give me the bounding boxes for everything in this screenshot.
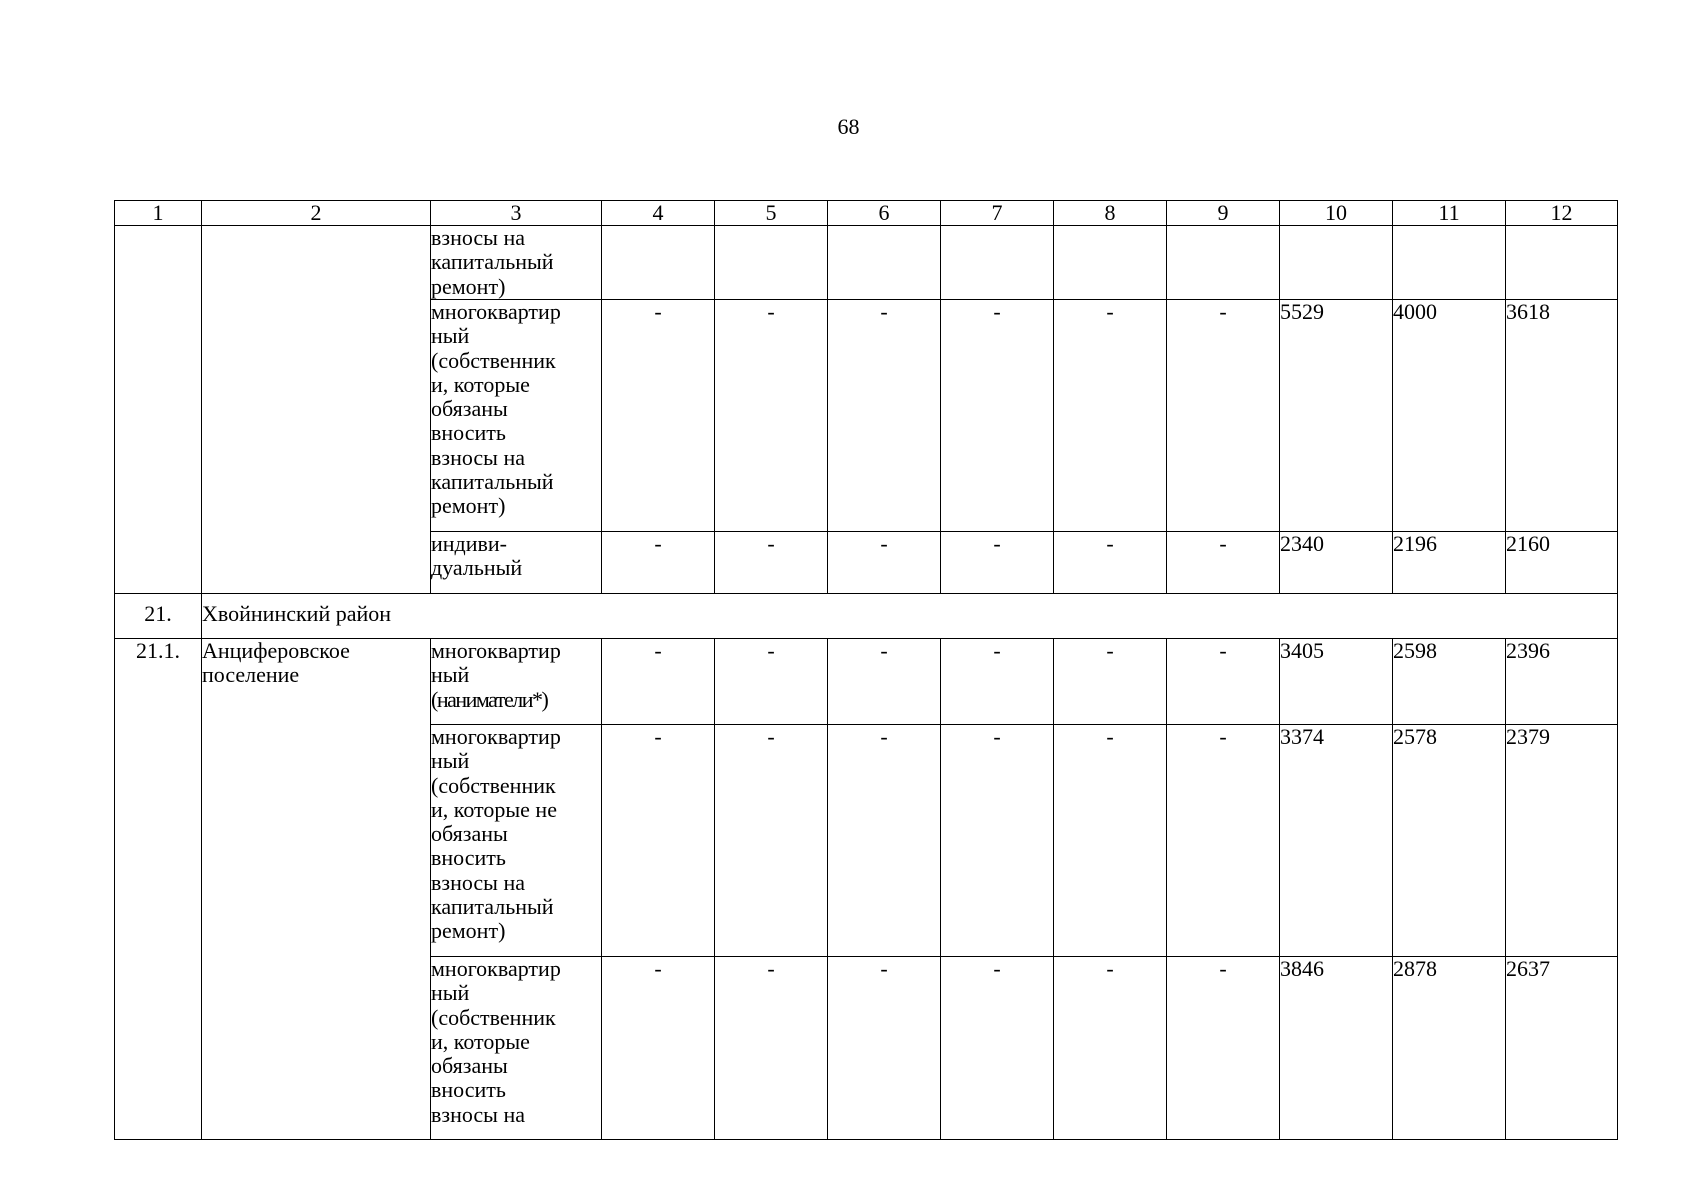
value-cell: - [1054, 300, 1167, 532]
tariff-table [114, 200, 1618, 1140]
housing-type-line: и, которые не [431, 796, 557, 822]
value-cell: 5529 [1280, 300, 1393, 532]
value-cell: 3374 [1280, 725, 1393, 957]
settlement-name-line: поселение [202, 662, 300, 688]
value-cell: 2196 [1393, 532, 1506, 594]
value-cell [1506, 226, 1618, 300]
housing-type-line: взносы на [431, 869, 525, 895]
value-cell: - [1167, 957, 1280, 1140]
value-cell [1280, 226, 1393, 300]
value-cell [1393, 226, 1506, 300]
value-cell: 2396 [1506, 639, 1618, 725]
value-cell: - [828, 639, 941, 725]
housing-type-line: и, которые [431, 1028, 530, 1054]
value-cell: - [715, 725, 828, 957]
value-cell: - [715, 300, 828, 532]
value-cell: - [1054, 639, 1167, 725]
value-cell: 3846 [1280, 957, 1393, 1140]
value-cell: - [941, 532, 1054, 594]
housing-type-cell [431, 725, 602, 957]
value-cell: - [602, 725, 715, 957]
housing-type-line: вносить [431, 420, 506, 446]
value-cell: - [828, 300, 941, 532]
header-cell: 9 [1167, 201, 1280, 226]
housing-type-line: (собственник [431, 772, 556, 798]
housing-type-cell [431, 957, 602, 1140]
housing-type-line: капитальный [431, 894, 554, 920]
housing-type-line: взносы на [431, 225, 525, 250]
value-cell: - [941, 300, 1054, 532]
column-number-header-row [115, 201, 1618, 226]
value-cell: 2598 [1393, 639, 1506, 725]
value-cell: 3618 [1506, 300, 1618, 532]
housing-type-line: капитальный [431, 249, 554, 275]
header-cell: 5 [715, 201, 828, 226]
housing-type-line: дуальный [431, 555, 523, 581]
value-cell: 2637 [1506, 957, 1618, 1140]
housing-type-line: капитальный [431, 469, 554, 495]
value-cell: - [941, 957, 1054, 1140]
value-cell: - [602, 957, 715, 1140]
value-cell: - [828, 725, 941, 957]
value-cell: - [941, 639, 1054, 725]
settlement-name-line: Анциферовское [202, 638, 350, 663]
district-name: Хвойнинский район [202, 594, 1618, 639]
page-number: 68 [837, 114, 860, 139]
value-cell: - [941, 725, 1054, 957]
housing-type-line: взносы на [431, 444, 525, 470]
value-cell: 2160 [1506, 532, 1618, 594]
housing-type-line: многоквартир [431, 299, 561, 324]
row-number-cell [115, 226, 202, 594]
housing-type-line: (собственник [431, 1004, 556, 1030]
value-cell: 2340 [1280, 532, 1393, 594]
header-cell: 10 [1280, 201, 1393, 226]
housing-type-line: взносы на [431, 1101, 525, 1127]
housing-type-cell [431, 639, 602, 725]
settlement-name-cell [202, 226, 431, 594]
housing-type-line: ный [431, 980, 470, 1006]
housing-type-line: обязаны [431, 396, 508, 422]
value-cell [1167, 226, 1280, 300]
value-cell: 2878 [1393, 957, 1506, 1140]
value-cell: 2578 [1393, 725, 1506, 957]
value-cell: 2379 [1506, 725, 1618, 957]
housing-type-line: ремонт) [431, 273, 506, 299]
header-cell: 3 [431, 201, 602, 226]
header-cell: 8 [1054, 201, 1167, 226]
header-cell: 2 [202, 201, 431, 226]
header-cell: 4 [602, 201, 715, 226]
housing-type-line: индиви- [431, 531, 508, 556]
value-cell: - [715, 532, 828, 594]
header-cell: 6 [828, 201, 941, 226]
header-cell: 12 [1506, 201, 1618, 226]
table-row [115, 639, 1618, 725]
value-cell: - [715, 957, 828, 1140]
housing-type-line: и, которые [431, 371, 530, 397]
housing-type-cell [431, 226, 602, 300]
value-cell: - [1167, 532, 1280, 594]
value-cell: - [828, 532, 941, 594]
value-cell [941, 226, 1054, 300]
housing-type-line: ремонт) [431, 918, 506, 944]
value-cell: 3405 [1280, 639, 1393, 725]
housing-type-line: вносить [431, 845, 506, 871]
housing-type-line: ный [431, 662, 470, 688]
header-cell: 11 [1393, 201, 1506, 226]
housing-type-line: вносить [431, 1077, 506, 1103]
value-cell: - [602, 639, 715, 725]
value-cell: 4000 [1393, 300, 1506, 532]
header-cell: 1 [115, 201, 202, 226]
value-cell: - [715, 639, 828, 725]
value-cell: - [1167, 300, 1280, 532]
housing-type-line: (собственник [431, 347, 556, 373]
value-cell: - [1167, 725, 1280, 957]
housing-type-cell [431, 300, 602, 532]
housing-type-line: многоквартир [431, 724, 561, 749]
housing-type-line: многоквартир [431, 956, 561, 981]
value-cell: - [602, 300, 715, 532]
housing-type-line: ремонт) [431, 493, 506, 519]
value-cell: - [828, 957, 941, 1140]
housing-type-line: многоквартир [431, 638, 561, 663]
housing-type-line: обязаны [431, 1053, 508, 1079]
value-cell: - [602, 532, 715, 594]
table-row [115, 226, 1618, 300]
district-row [115, 594, 1618, 639]
housing-type-cell [431, 532, 602, 594]
district-number: 21. [115, 594, 202, 639]
header-cell: 7 [941, 201, 1054, 226]
value-cell: - [1054, 957, 1167, 1140]
settlement-name-cell [202, 639, 431, 1140]
value-cell: - [1054, 532, 1167, 594]
value-cell [828, 226, 941, 300]
housing-type-line: ный [431, 748, 470, 774]
housing-type-line: обязаны [431, 821, 508, 847]
housing-type-line: (наниматели*) [431, 686, 548, 712]
value-cell: - [1054, 725, 1167, 957]
housing-type-line: ный [431, 323, 470, 349]
settlement-number: 21.1. [115, 639, 202, 1140]
value-cell [602, 226, 715, 300]
value-cell [715, 226, 828, 300]
value-cell: - [1167, 639, 1280, 725]
value-cell [1054, 226, 1167, 300]
